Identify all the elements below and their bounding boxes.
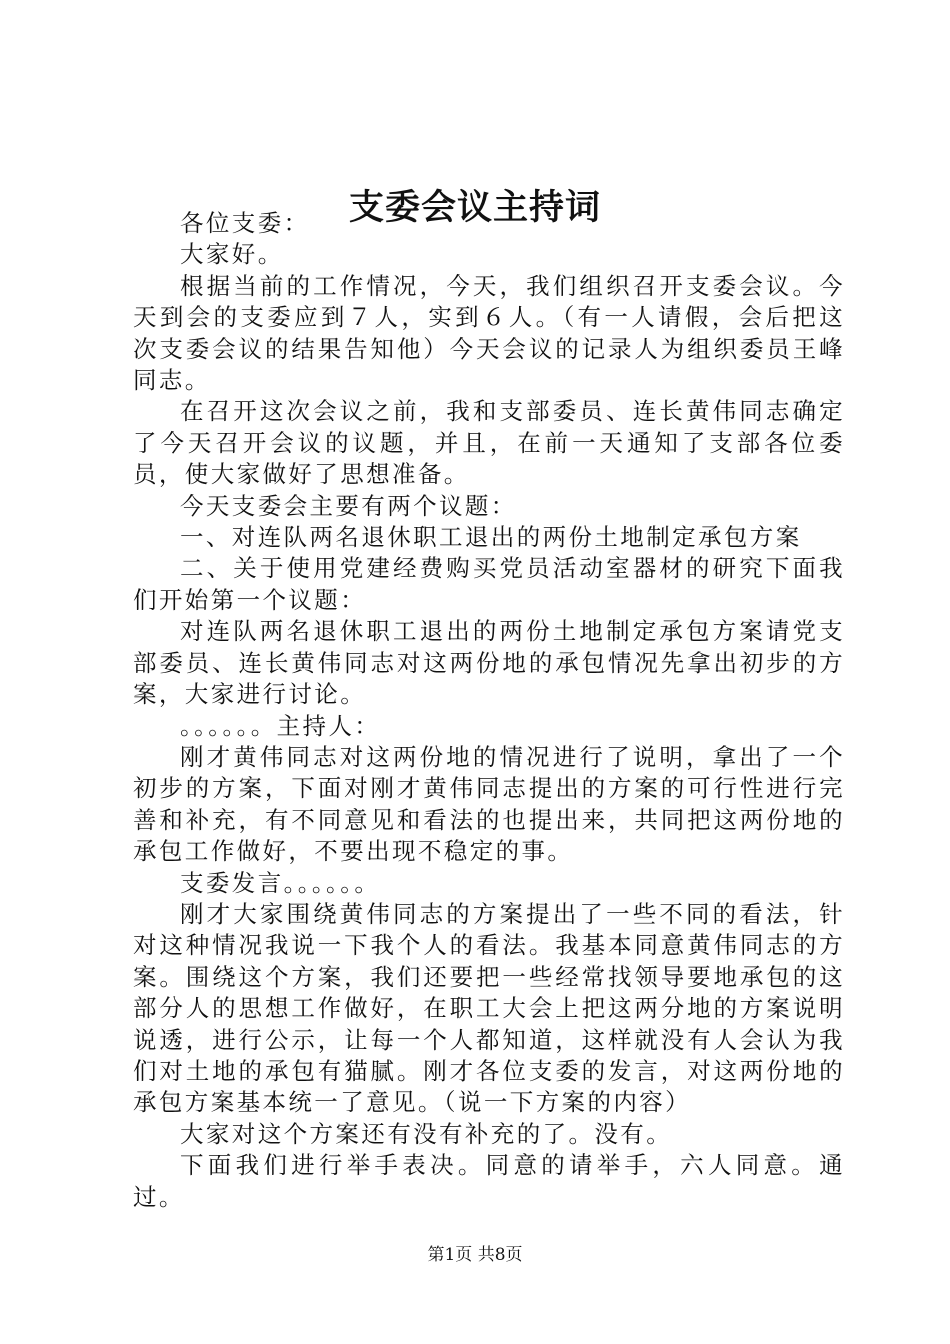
- page-footer: 第1页 共8页: [427, 1245, 523, 1265]
- paragraph-greeting: 大家好。: [180, 240, 284, 269]
- paragraph-host-label: 。。。。。。主持人：: [180, 711, 381, 740]
- paragraph-supplement: 大家对这个方案还有没有补充的了。没有。: [180, 1119, 673, 1148]
- paragraph-agenda-item-1: 一、对连队两名退休职工退出的两份土地制定承包方案: [180, 523, 802, 552]
- paragraph-first-topic: 对连队两名退休职工退出的两份土地制定承包方案请党支部委员、连长黄伟同志对这两份地的承包情况先拿出初步的方案，大家进行讨论。: [133, 617, 845, 709]
- paragraph-agenda-intro: 今天支委会主要有两个议题：: [180, 491, 517, 520]
- paragraph-committee-speech: 支委发言。。。。。。: [180, 868, 381, 897]
- paragraph-attendance: 根据当前的工作情况，今天，我们组织召开支委会议。今天到会的支委应到７人，实到６人。（有一人请假，会后把这次支委会议的结果告知他）今天会议的记录人为组织委员王峰同志。: [133, 271, 845, 395]
- page-title: 支委会议主持词: [348, 187, 601, 228]
- paragraph-vote: 下面我们进行举手表决。同意的请举手，六人同意。通过。: [133, 1151, 845, 1211]
- paragraph-salutation: 各位支委：: [180, 209, 310, 237]
- paragraph-preparation: 在召开这次会议之前，我和支部委员、连长黄伟同志确定了今天召开会议的议题，并且，在前一天通知了支部各位委员，使大家做好了思想准备。: [133, 397, 845, 489]
- paragraph-host-summary: 刚才黄伟同志对这两份地的情况进行了说明，拿出了一个初步的方案，下面对刚才黄伟同志提出的方案的可行性进行完善和补充，有不同意见和看法的也提出来，共同把这两份地的承包工作做好，不要出现不稳定的事。: [133, 742, 845, 866]
- paragraph-host-opinion: 刚才大家围绕黄伟同志的方案提出了一些不同的看法，针对这种情况我说一下我个人的看法。我基本同意黄伟同志的方案。围绕这个方案，我们还要把一些经常找领导要地承包的这部分人的思想工作做好，在职工大会上把这两分地的方案说明说透，进行公示，让每一个人都知道，这样就没有人会认为我们对土地的承包有猫腻。刚才各位支委的发言，对这两份地的承包方案基本统一了意见。（说一下方案的内容）: [133, 899, 845, 1117]
- document-body: [133, 208, 845, 1213]
- paragraph-agenda-item-2: 二、关于使用党建经费购买党员活动室器材的研究下面我们开始第一个议题：: [133, 554, 845, 614]
